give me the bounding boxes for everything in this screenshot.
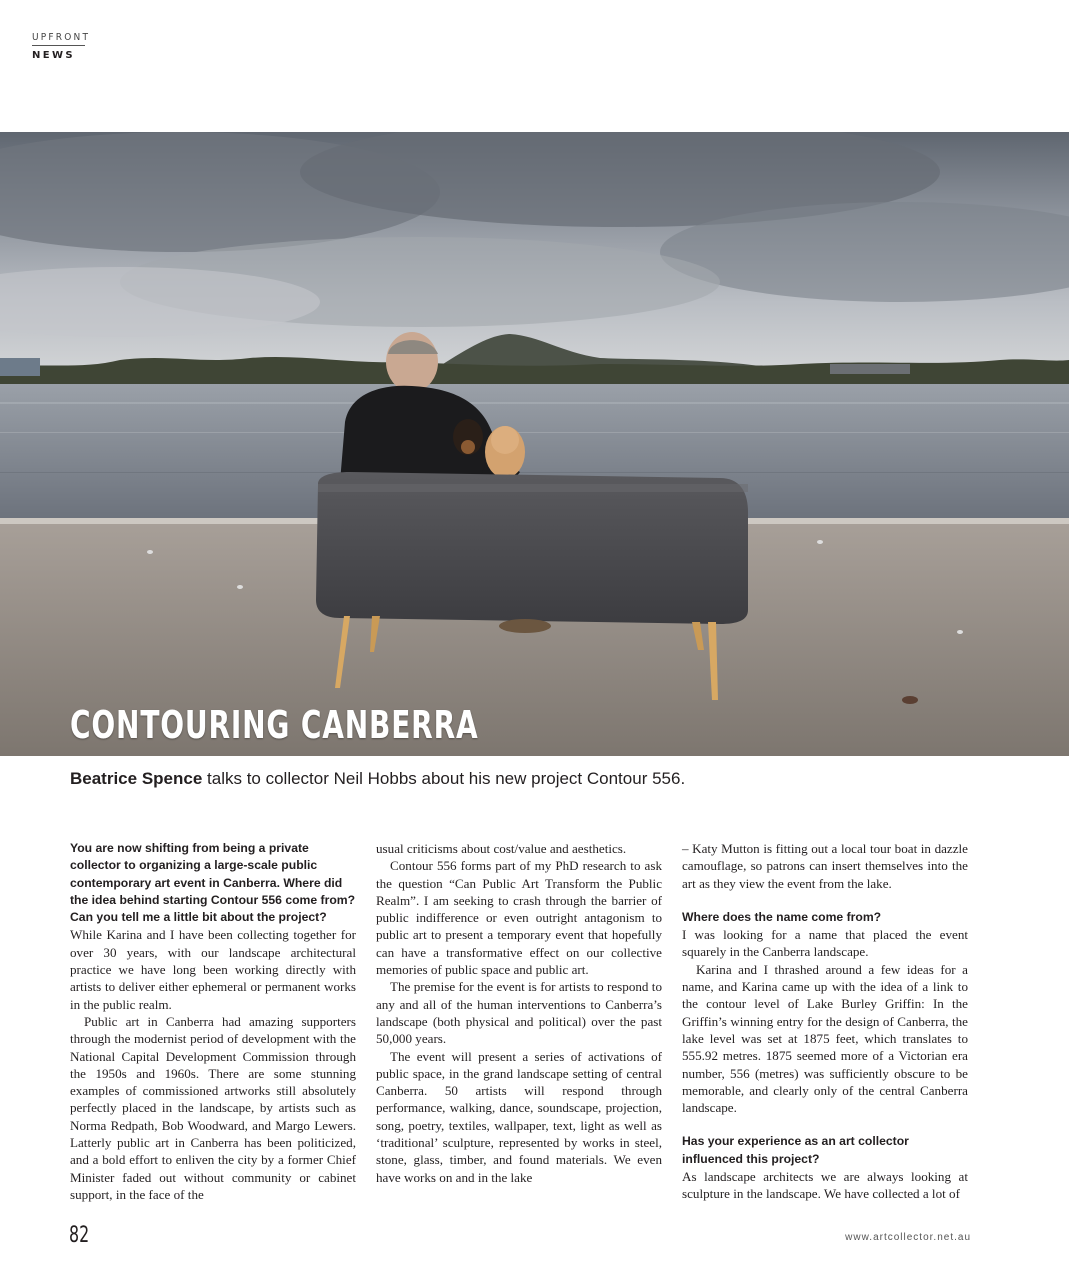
paragraph: I was looking for a name that placed the event squarely in the Canberra landscape.: [682, 927, 968, 960]
paragraph: The premise for the event is for artists to respond to any and all of the human interventions to Canberra’s landscape (both physical and political) over the past 50,000 years.: [376, 979, 662, 1047]
paragraph: usual criticisms about cost/value and aesthetics.: [376, 841, 627, 856]
section-upfront: UPFRONT: [32, 32, 85, 46]
question-3: Has your experience as an art collector influenced this project?: [682, 1134, 909, 1166]
article-column-1: [70, 840, 356, 1203]
hero-illustration: [0, 132, 1069, 756]
article-column-2: [376, 840, 662, 1186]
question-2: Where does the name come from?: [682, 909, 882, 924]
paragraph: Contour 556 forms part of my PhD research to ask the question “Can Public Art Transform the Public Realm”. I am seeking to crash through the barrier of public indifference or even outright antagonism to public art to present a temporary event that hopefully can have a transformative effect on our collective memories of public space and public art.: [376, 858, 662, 978]
website-url: www.artcollector.net.au: [845, 1232, 971, 1243]
paragraph: – Katy Mutton is fitting out a local tour boat in dazzle camouflage, so patrons can insert themselves into the art as they view the event from the lake.: [682, 841, 968, 891]
section-news: NEWS: [32, 50, 76, 61]
paragraph: Public art in Canberra had amazing supporters through the modernist period of development with the National Capital Development Commission through the 1950s and 1960s. There are some stunning examples of commissioned artworks still absolutely perfectly placed in the landscape, by artists such as Norma Redpath, Bob Woodward, and Margo Lewers. Latterly public art in Canberra has been politicized, and a bold effort to enliven the city by a former Chief Minister faded out without community or cabinet support, in the face of the: [70, 1013, 356, 1202]
paragraph: As landscape architects we are always looking at sculpture in the landscape. We have collected a lot of: [682, 1169, 968, 1202]
standfirst-text: talks to collector Neil Hobbs about his new project Contour 556.: [202, 769, 686, 788]
paragraph: While Karina and I have been collecting together for over 30 years, with our landscape architectural practice we have long been working directly with artists to deliver either ephemeral or permanent works in the public realm.: [70, 927, 356, 1012]
hero-photo: [0, 132, 1069, 756]
standfirst-author: Beatrice Spence: [70, 769, 203, 788]
article-headline: CONTOURING CANBERRA: [70, 703, 479, 747]
section-tag: [32, 32, 91, 61]
article-column-3: [682, 840, 968, 1203]
page-number: 82: [69, 1223, 90, 1248]
paragraph: Karina and I thrashed around a few ideas for a name, and Karina came up with the idea of a link to the contour level of Lake Burley Griffin: In the Griffin’s winning entry for the design of Canberra, the lake level was set at 1875 feet, which translates to 555.92 metres. 1875 seemed more of a Victorian era number, 556 (metres) was sufficiently obscure to be memorable, and clearly only of the central Canberra landscape.: [682, 961, 968, 1116]
paragraph: The event will present a series of activations of public space, in the grand landscape setting of central Canberra. 50 artists will respond through performance, walking, dance, soundscape, projection, song, poetry, textiles, wallpaper, text, light as well as ‘traditional’ sculpture, represented by works in steel, stone, glass, timber, and found materials. We even have works on and in the lake: [376, 1048, 662, 1185]
standfirst: [70, 769, 1010, 789]
question-1: You are now shifting from being a private collector to organizing a large-scale public contemporary art event in Canberra. Where did the idea behind starting Contour 556 come from? Can you tell me a little bit about the project?: [70, 841, 356, 925]
